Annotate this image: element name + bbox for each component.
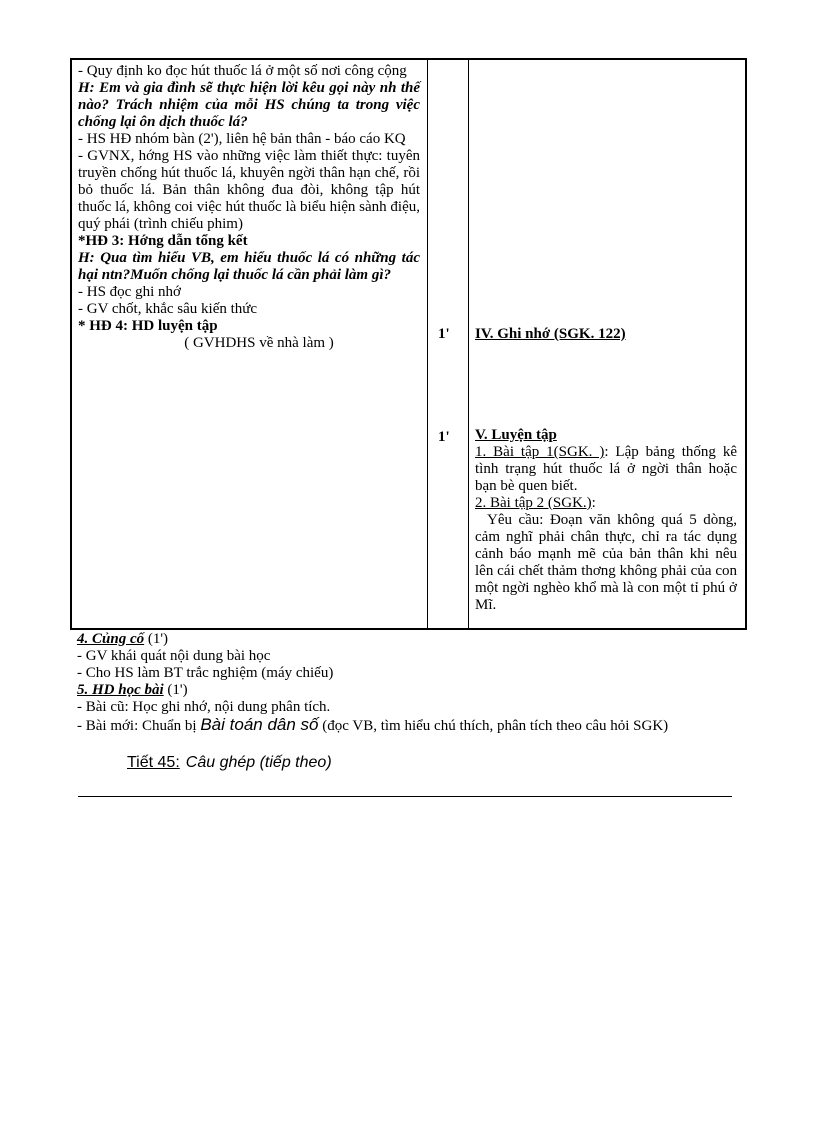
exercise-label: 2. Bài tập 2 (SGK.): [475, 495, 592, 511]
lesson-title: Bài toán dân số: [200, 715, 319, 734]
question: H: Qua tìm hiểu VB, em hiểu thuốc lá có những tác hại ntn?Muốn chống lại thuốc lá cần phải làm gì?: [78, 250, 420, 283]
next-lesson-title: Câu ghép (tiếp theo): [185, 754, 332, 771]
text-line: ( GVHDHS về nhà làm ): [184, 335, 334, 351]
text-line: - HS HĐ nhóm bàn (2'), liên hệ bản thân - báo cáo KQ: [78, 131, 406, 147]
content-column: [469, 60, 745, 628]
lesson-table: [70, 58, 747, 630]
time-value: 1': [438, 429, 450, 445]
question: H: Em và gia đình sẽ thực hiện lời kêu gọi này nh thế nào? Trách nhiệm của mỗi HS chúng ta trong việc chống lại ôn dịch thuốc lá?: [78, 80, 420, 130]
hd-hoc-heading: [77, 682, 739, 699]
next-lesson-label: Tiết 45:: [127, 754, 180, 771]
heading-time: (1'): [144, 631, 169, 647]
heading-time: (1'): [163, 682, 188, 698]
luyen-tap-section: [475, 427, 737, 614]
time-value: 1': [438, 326, 450, 342]
activities-text: [78, 63, 420, 352]
text-part: - Bài mới: Chuẩn bị: [77, 718, 201, 734]
heading-label: 4. Củng cố: [77, 631, 145, 647]
text-line: - Cho HS làm BT trắc nghiệm (máy chiếu): [77, 665, 334, 681]
text-line: - GV chốt, khắc sâu kiến thức: [78, 301, 258, 317]
exercise-requirement: Yêu cầu: Đoạn văn không quá 5 dòng, cảm nghĩ phải chân thực, chỉ ra tác dụng cảnh báo mạnh mẽ của bản thân khi nêu lên cái chết thảm thơng không phải của con một ngời nghèo khổ mà là con một tỉ phú ở Mĩ.: [475, 512, 737, 613]
exercise-1: [475, 444, 737, 495]
activity-heading: *HĐ 3: Hớng dẫn tổng kết: [78, 233, 248, 249]
text-line: [77, 716, 739, 735]
activities-column: [72, 60, 428, 628]
heading-label: 5. HD học bài: [77, 682, 164, 698]
exercise-text: : Lập bảng thống kê tình trạng hút thuốc lá ở ngời thân hoặc bạn bè quen biết.: [475, 444, 737, 494]
colon: :: [591, 495, 596, 511]
cung-co-heading: [77, 631, 739, 648]
text-part: (đọc VB, tìm hiểu chú thích, phân tích theo câu hỏi SGK): [318, 718, 669, 734]
exercise-2: [475, 495, 737, 512]
text-line: - GVNX, hớng HS vào những việc làm thiết thực: tuyên truyền chống hút thuốc lá, khuyên ngời thân hạn chế, rồi bỏ thuốc lá. Bản thân không đua đòi, không tập hút thuốc lá, không coi việc hút thuốc là biểu hiện sành điệu, quý phái (trình chiếu phim): [78, 148, 420, 232]
text-line: - Quy định ko đọc hút thuốc lá ở một số nơi công cộng: [78, 63, 407, 79]
section-heading: V. Luyện tập: [475, 427, 557, 443]
text-line: - HS đọc ghi nhớ: [78, 284, 181, 300]
next-lesson: [127, 754, 332, 771]
section-heading: IV. Ghi nhớ (SGK. 122): [475, 326, 626, 342]
text-line: - Bài cũ: Học ghi nhớ, nội dung phân tích.: [77, 699, 331, 715]
after-table-section: [77, 631, 739, 735]
divider: [78, 796, 732, 797]
time-column: [428, 60, 469, 628]
ghi-nho-section: [475, 326, 737, 343]
exercise-label: 1. Bài tập 1(SGK. ): [475, 444, 605, 460]
activity-heading: * HĐ 4: HD luyện tập: [78, 318, 218, 334]
text-line: - GV khái quát nội dung bài học: [77, 648, 271, 664]
